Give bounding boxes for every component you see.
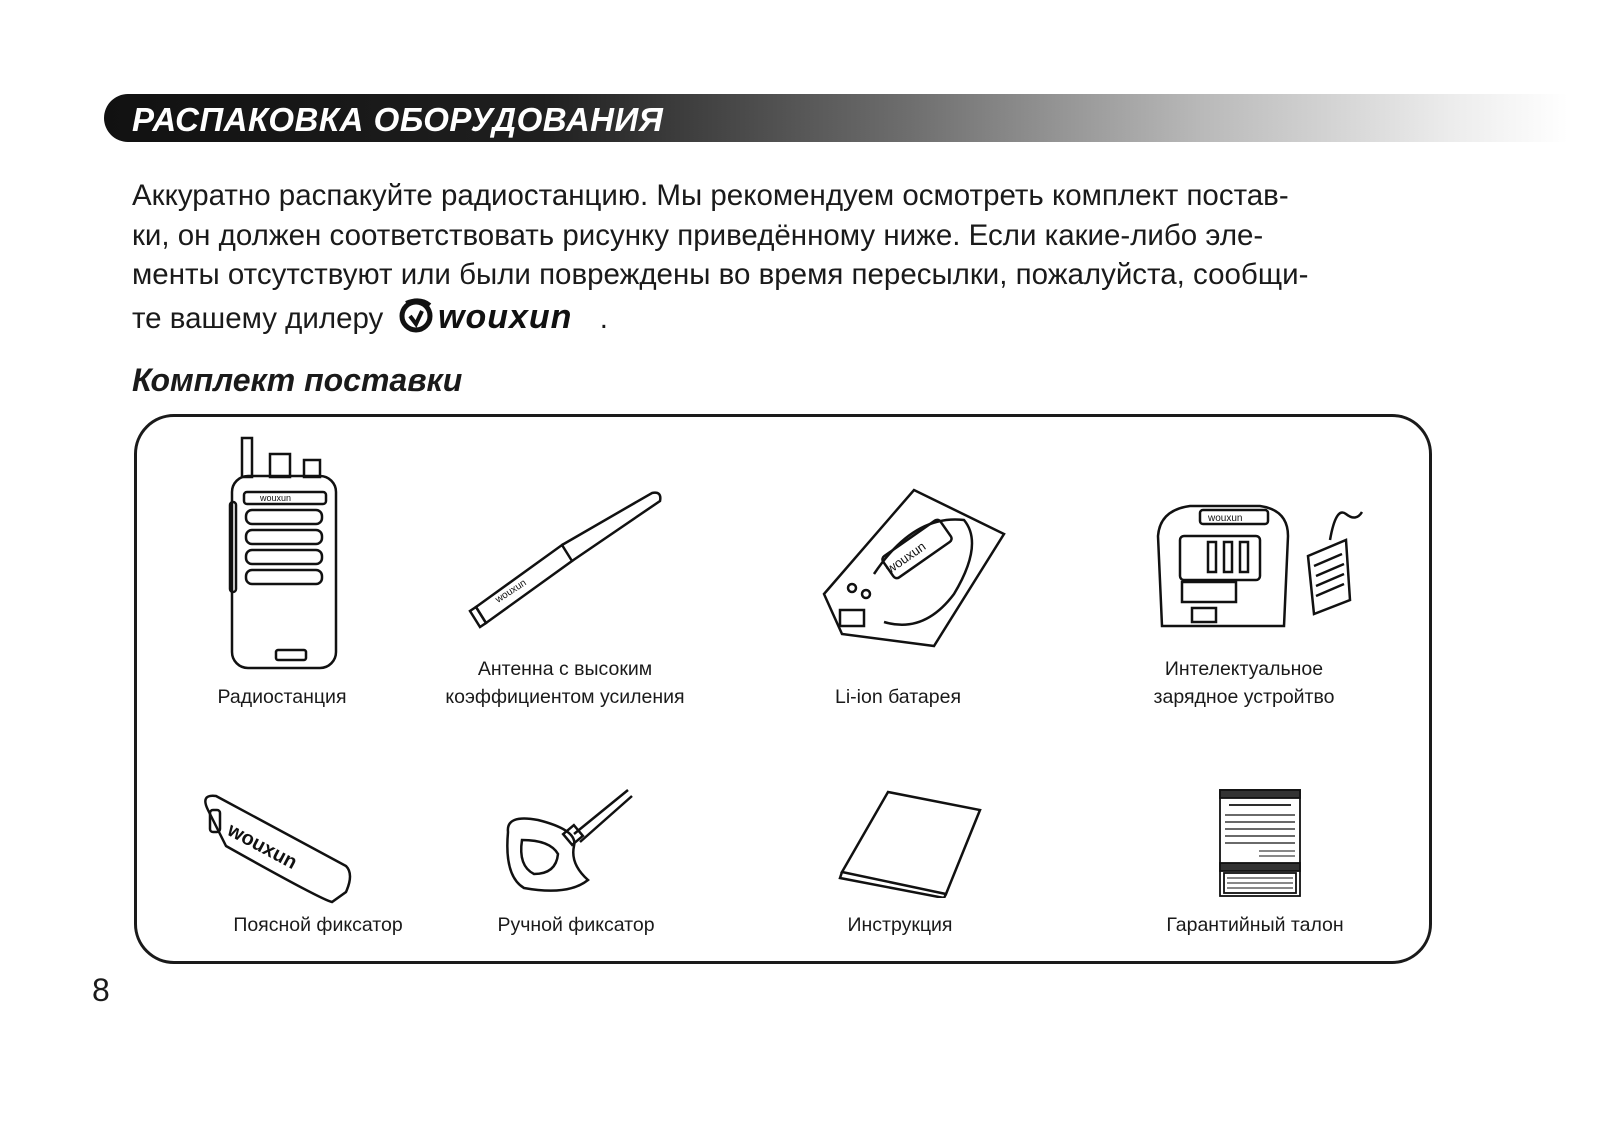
svg-text:wouxun: wouxun xyxy=(493,577,529,606)
page-number: 8 xyxy=(92,972,110,1008)
belt-clip-icon xyxy=(196,790,356,915)
item-caption xyxy=(182,683,382,711)
wouxun-logo xyxy=(396,295,586,346)
item-caption xyxy=(798,683,998,711)
intro-line: Аккуратно распакуйте радиостанцию. Мы рекомендуем осмотреть комплект постав- xyxy=(132,179,1289,212)
caption-line: Поясной фиксатор xyxy=(233,914,403,936)
svg-text:wouxun: wouxun xyxy=(883,538,929,577)
battery-icon xyxy=(814,484,1014,659)
hand-strap-icon xyxy=(498,784,638,909)
caption-line: Радиостанция xyxy=(217,686,347,708)
caption-line: Антенна с высоким xyxy=(477,658,653,680)
intro-line: ки, он должен соответствовать рисунку приведённому ниже. Если какие-либо эле- xyxy=(132,218,1264,252)
radio-icon xyxy=(224,432,344,677)
item-caption xyxy=(476,911,676,939)
section-title: РАСПАКОВКА ОБОРУДОВАНИЯ xyxy=(132,101,664,138)
svg-text:wouxun: wouxun xyxy=(437,297,572,335)
svg-text:wouxun: wouxun xyxy=(223,818,301,874)
intro-line-text: те вашему дилеру xyxy=(132,301,384,335)
item-caption xyxy=(1124,655,1364,711)
item-caption xyxy=(425,655,705,711)
manual-icon xyxy=(836,788,986,903)
charger-icon xyxy=(1150,496,1370,651)
item-caption xyxy=(1135,911,1375,939)
caption-line: коэффициентом усиления xyxy=(445,686,685,708)
caption-line: Ручной фиксатор xyxy=(497,914,655,936)
caption-line: Интелектуальное xyxy=(1164,658,1324,680)
intro-period: . xyxy=(599,301,608,335)
intro-paragraph xyxy=(132,176,1442,345)
antenna-icon xyxy=(462,485,682,640)
caption-line: Гарантийный талон xyxy=(1166,914,1344,936)
caption-line: Инструкция xyxy=(847,914,953,936)
caption-line: зарядное устройтво xyxy=(1153,686,1335,708)
svg-text:wouxun: wouxun xyxy=(260,493,292,503)
warranty-card-icon xyxy=(1219,789,1301,902)
intro-line-last xyxy=(132,295,1442,346)
kit-heading: Комплект поставки xyxy=(132,362,463,398)
item-caption xyxy=(800,911,1000,939)
svg-text:wouxun: wouxun xyxy=(1208,513,1243,524)
intro-line: менты отсутствуют или были повреждены во время пересылки, пожалуйста, сообщи- xyxy=(132,258,1309,291)
caption-line: Li-ion батарея xyxy=(834,686,962,708)
item-caption xyxy=(218,911,418,939)
